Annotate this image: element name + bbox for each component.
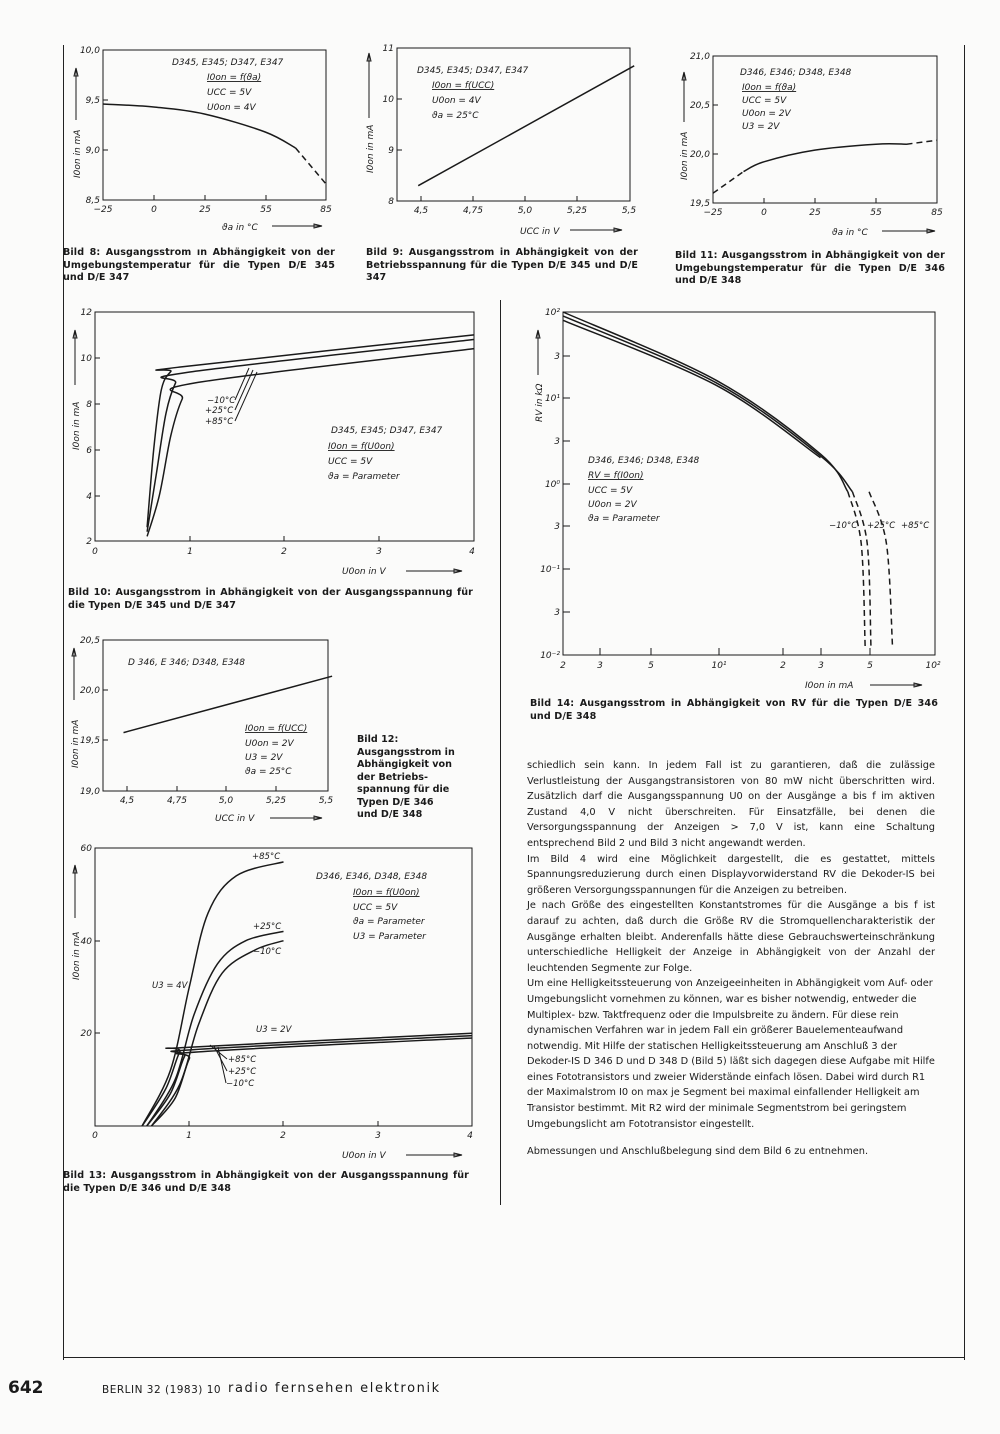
param-label: UCC = 5V xyxy=(588,486,633,496)
series-line xyxy=(142,1033,472,1126)
figure-bild9 xyxy=(360,38,645,238)
y-tick-label: 20,5 xyxy=(689,101,710,111)
paragraph: schiedlich sein kann. In jedem Fall ist zu garantieren, daß die zulässige Verlustleistung der Ausgangstransistoren von 80 mW nicht überschritten wird. Zusätzlich darf die Ausgangsspannung U0 on der Ausgänge a bis f im aktiven Zustand 4,0 V nicht überschreiten. Für Einsatzfälle, bei denen die Versorgungsspannung der Anzeigen > 7,0 V ist, kann eine Schaltung entsprechend Bild 2 und Bild 3 nicht angewandt werden. xyxy=(527,760,935,849)
x-tick-label: 5,5 xyxy=(621,206,637,216)
curve-label: +25°C xyxy=(867,521,896,531)
caption-bild12 xyxy=(357,734,477,822)
caption-bild14: Bild 14: Ausgangsstrom in Abhängigkeit von RV für die Typen D/E 346 und D/E 348 xyxy=(530,698,938,722)
x-tick-label: 2 xyxy=(280,1131,286,1141)
leader-line xyxy=(218,1047,226,1083)
y-tick-label: 11 xyxy=(382,44,394,54)
series-line xyxy=(744,144,907,172)
series-line xyxy=(147,1036,472,1126)
y-tick-label: 10² xyxy=(544,308,560,318)
x-tick-label: 2 xyxy=(281,547,287,557)
curve-label: +25°C xyxy=(253,922,282,932)
caption-bild9: Bild 9: Ausgangsstrom in Abhängigkeit von der Betriebsspannung für die Typen D/E 345 und D/E 347 xyxy=(366,247,638,283)
param-label: U0on = 4V xyxy=(432,96,481,106)
x-axis-label: ϑa in °C xyxy=(222,223,258,233)
x-axis-ticks xyxy=(127,786,276,791)
y-axis-label: I0on in mA xyxy=(72,931,82,980)
caption-line: Abhängigkeit von xyxy=(357,759,452,770)
curve-label: +85°C xyxy=(205,417,234,427)
y-axis-label: I0on in mA xyxy=(71,719,81,768)
y-tick-label: 10 xyxy=(382,95,394,105)
x-tick-label: 5,0 xyxy=(517,206,533,216)
x-tick-label: 3 xyxy=(818,661,824,671)
y-axis-label: I0on in mA xyxy=(366,124,376,173)
x-tick-label: 5,25 xyxy=(566,206,588,216)
x-tick-label: 3 xyxy=(597,661,603,671)
y-tick-label: 3 xyxy=(554,522,560,532)
param-label: ϑa = Parameter xyxy=(353,917,425,927)
x-tick-label: 4 xyxy=(467,1131,473,1141)
y-tick-label: 60 xyxy=(80,844,92,854)
y-axis-ticks xyxy=(103,50,108,200)
y-tick-label: 6 xyxy=(86,446,92,456)
u3-label: U3 = 2V xyxy=(256,1025,292,1035)
y-tick-label: 10⁻¹ xyxy=(540,565,560,575)
x-axis-ticks xyxy=(764,198,876,203)
param-label: U3 = 2V xyxy=(742,122,780,132)
series-line xyxy=(142,862,283,1126)
leader-line xyxy=(235,372,257,421)
series-line-dashed xyxy=(296,148,326,184)
y-tick-label: 9 xyxy=(388,146,394,156)
x-tick-label: 1 xyxy=(186,1131,192,1141)
y-tick-label: 9,5 xyxy=(85,96,100,106)
curve-label: +25°C xyxy=(205,406,234,416)
types-label: D346, E346, D348, E348 xyxy=(316,872,428,882)
series-line-dashed xyxy=(713,172,744,194)
formula-label: I0on = f(ϑa) xyxy=(207,73,262,83)
y-axis-ticks xyxy=(397,48,402,201)
param-label: ϑa = 25°C xyxy=(245,767,292,777)
caption-line: der Betriebs- xyxy=(357,771,428,783)
formula-label: I0on = f(ϑa) xyxy=(742,83,797,93)
x-tick-label: 5 xyxy=(648,661,654,671)
x-axis-label: U0on in V xyxy=(342,1151,386,1161)
y-tick-label: 19,5 xyxy=(79,736,100,746)
u3-label: U3 = 4V xyxy=(152,981,188,991)
y-tick-label: 40 xyxy=(80,937,92,947)
journal-name: radio fernsehen elektronik xyxy=(228,1381,441,1396)
x-axis-label: ϑa in °C xyxy=(832,228,868,238)
y-tick-label: 10 xyxy=(80,354,92,364)
x-tick-label: 4,75 xyxy=(462,206,484,216)
figure-bild10 xyxy=(60,300,480,585)
x-axis-ticks xyxy=(421,196,577,201)
param-label: U0on = 2V xyxy=(588,500,637,510)
figure-bild13 xyxy=(60,840,480,1165)
param-label: UCC = 5V xyxy=(742,96,787,106)
x-tick-label: 3 xyxy=(375,1131,381,1141)
param-label: U0on = 4V xyxy=(207,103,256,113)
x-axis-label: UCC in V xyxy=(520,227,560,237)
vertical-rule-right xyxy=(964,45,965,1360)
y-tick-label: 10,0 xyxy=(79,46,100,56)
types-label: D345, E345; D347, E347 xyxy=(172,58,284,68)
types-label: D345, E345; D347, E347 xyxy=(417,66,529,76)
x-tick-label: 5,0 xyxy=(218,796,234,806)
x-tick-label: 0 xyxy=(761,208,767,218)
x-axis-ticks xyxy=(189,1121,378,1126)
paragraph: Je nach Größe des eingestellten Konstantstromes für die Ausgänge a bis f ist darauf zu achten, daß durch die Größe RV die Stromquellencharakteristik der Ausgänge erhalten bleibt. Anderenfalls hätte diese Gebrauchswerteinschränkung unterschiedliche Helligkeit der Anzeige in Abhängigkeit von der Anzahl der leuchtenden Segmente zur Folge. xyxy=(527,900,935,974)
issue-info: BERLIN 32 (1983) 10 xyxy=(102,1384,222,1396)
y-tick-label: 21,0 xyxy=(689,52,710,62)
x-tick-label: 0 xyxy=(151,205,157,215)
figure-bild12 xyxy=(60,630,345,830)
footer-rule xyxy=(63,1357,965,1358)
x-tick-label: 4,5 xyxy=(119,796,135,806)
paragraph: Abmessungen und Anschlußbelegung sind dem Bild 6 zu entnehmen. xyxy=(527,1146,869,1158)
x-tick-label: −25 xyxy=(93,205,113,215)
param-label: U0on = 2V xyxy=(245,739,294,749)
curve-label: +85°C xyxy=(901,521,930,531)
y-axis-ticks xyxy=(95,358,100,496)
y-tick-label: 3 xyxy=(554,352,560,362)
caption-bild8: Bild 8: Ausgangsstrom ın Abhängigkeit von der Umgebungstemperatur für die Typen D/E 345 und D/E 347 xyxy=(63,247,335,283)
curve-label: −10°C xyxy=(829,521,858,531)
figure-bild11 xyxy=(670,40,960,240)
y-tick-label: 20,0 xyxy=(689,150,710,160)
curve-label: +85°C xyxy=(252,852,281,862)
x-tick-label: 25 xyxy=(199,205,211,215)
y-tick-label: 19,5 xyxy=(689,199,710,209)
param-label: U0on = 2V xyxy=(742,109,791,119)
x-axis-label: I0on in mA xyxy=(805,681,854,691)
x-tick-label: 55 xyxy=(870,208,882,218)
x-tick-label: 10¹ xyxy=(711,661,727,671)
x-axis-ticks xyxy=(103,195,266,200)
types-label: D346, E346; D348, E348 xyxy=(740,68,852,78)
x-tick-label: 55 xyxy=(260,205,272,215)
param-label: UCC = 5V xyxy=(353,903,398,913)
y-axis-label: RV in kΩ xyxy=(535,383,545,422)
figure-bild14 xyxy=(520,300,960,695)
curve-label: −10°C xyxy=(207,396,236,406)
y-axis-label: I0on in mA xyxy=(72,401,82,450)
y-tick-label: 3 xyxy=(554,437,560,447)
curves xyxy=(713,140,937,193)
figure-bild8 xyxy=(60,38,350,238)
param-label: UCC = 5V xyxy=(328,457,373,467)
caption-line: Bild 12: xyxy=(357,734,399,745)
param-label: ϑa = 25°C xyxy=(432,111,479,121)
formula-label: RV = f(I0on) xyxy=(588,471,644,481)
x-tick-label: 5,25 xyxy=(265,796,287,806)
y-tick-label: 2 xyxy=(86,537,92,547)
y-tick-label: 8,5 xyxy=(85,196,100,206)
caption-bild11: Bild 11: Ausgangsstrom in Abhängigkeit von der Umgebungstemperatur für die Typen D/E 346 und D/E 348 xyxy=(675,250,945,286)
paragraph: Um eine Helligkeitssteuerung von Anzeigeeinheiten in Abhängigkeit vom Auf- oder Umgebungslicht vornehmen zu können, war es bisher notwendig, entweder die Multiplex- bzw. Taktfrequenz oder die Impulsbreite zu ändern. Für diese rein dynamischen Verfahren war in jedem Fall ein größerer Bauelementeaufwand notwendig. Mit Hilfe der statischen Helligkeitssteuerung am Anschluß 3 der Dekoder-IS D 346 D und D 348 D (Bild 5) läßt sich dagegen diese Aufgabe mit Hilfe eines Fototransistors und zweier Widerstände einfach lösen. Dabei wird durch R1 der Maximalstrom I0 on max je Segment bei maximal einfallender Helligkeit am Transistor bestimmt. Mit R2 wird der minimale Segmentstrom bei geringstem Umgebungslicht am Fototransistor eingestellt. xyxy=(527,978,935,1130)
series-line xyxy=(152,1038,473,1126)
page-number: 642 xyxy=(8,1378,44,1398)
y-axis-ticks xyxy=(713,56,718,203)
series-line-dashed xyxy=(867,492,896,648)
x-axis-label: U0on in V xyxy=(342,567,386,577)
series-line xyxy=(563,320,821,457)
series-line xyxy=(147,349,474,537)
caption-line: spannung für die xyxy=(357,784,450,795)
caption-bild10: Bild 10: Ausgangsstrom in Abhängigkeit von der Ausgangsspannung für die Typen D/E 345 und D/E 347 xyxy=(68,587,473,611)
x-tick-label: 0 xyxy=(92,547,98,557)
curve-label: +85°C xyxy=(228,1055,257,1065)
x-tick-label: 1 xyxy=(187,547,193,557)
x-tick-label: 85 xyxy=(931,208,943,218)
param-label: UCC = 5V xyxy=(207,88,252,98)
curve-label: −10°C xyxy=(226,1079,255,1089)
caption-line: und D/E 348 xyxy=(357,809,423,820)
caption-bild13: Bild 13: Ausgangsstrom in Abhängigkeit von der Ausgangsspannung für die Typen D/E 346 und D/E 348 xyxy=(63,1170,469,1194)
caption-line: Ausgangsstrom in xyxy=(357,746,455,758)
formula-label: I0on = f(UCC) xyxy=(432,81,495,91)
series-line-dashed xyxy=(907,140,938,144)
y-axis-label: I0on in mA xyxy=(680,131,690,180)
y-tick-label: 10⁻² xyxy=(540,651,560,661)
x-tick-label: 4,75 xyxy=(166,796,188,806)
param-label: U3 = 2V xyxy=(245,753,283,763)
curves xyxy=(142,862,472,1126)
x-tick-label: 4 xyxy=(469,547,475,557)
y-tick-label: 10¹ xyxy=(544,394,560,404)
series-line-dashed xyxy=(848,492,865,648)
formula-label: I0on = f(U0on) xyxy=(328,442,395,452)
y-tick-label: 19,0 xyxy=(79,787,100,797)
curves xyxy=(103,104,326,184)
x-axis-ticks xyxy=(190,536,379,541)
param-label: U3 = Parameter xyxy=(353,932,426,942)
series-line xyxy=(103,104,296,148)
y-axis-ticks xyxy=(563,356,570,612)
paragraph: Im Bild 4 wird eine Möglichkeit dargestellt, die es gestattet, mittels Spannungsreduzierung durch einen Displayvorwiderstand RV die Dekoder-IS bei größeren Versorgungsspannungen für die Anzeigen zu betreiben. xyxy=(527,853,935,896)
x-tick-label: 3 xyxy=(376,547,382,557)
param-label: ϑa = Parameter xyxy=(588,514,660,524)
y-tick-label: 8 xyxy=(86,400,92,410)
column-separator xyxy=(500,300,501,1205)
curve-label: +25°C xyxy=(228,1067,257,1077)
x-tick-label: 5 xyxy=(867,661,873,671)
y-tick-label: 20,5 xyxy=(79,636,100,646)
formula-label: I0on = f(UCC) xyxy=(245,724,308,734)
x-axis-ticks xyxy=(600,648,870,655)
curve-label: −10°C xyxy=(253,947,282,957)
x-tick-label: 0 xyxy=(92,1131,98,1141)
x-tick-label: 5,5 xyxy=(318,796,334,806)
formula-label: I0on = f(U0on) xyxy=(353,888,420,898)
caption-line: Typen D/E 346 xyxy=(357,796,434,808)
x-tick-label: 2 xyxy=(780,661,786,671)
y-tick-label: 4 xyxy=(86,492,92,502)
x-axis-label: UCC in V xyxy=(215,814,255,824)
types-label: D345, E345; D347, E347 xyxy=(331,426,443,436)
plot-frame xyxy=(563,312,935,655)
y-tick-label: 10⁰ xyxy=(544,480,560,490)
y-tick-label: 3 xyxy=(554,608,560,618)
y-axis-ticks xyxy=(95,941,100,1033)
x-tick-label: 25 xyxy=(809,208,821,218)
y-tick-label: 20,0 xyxy=(79,686,100,696)
x-tick-label: 85 xyxy=(320,205,332,215)
x-tick-label: −25 xyxy=(703,208,723,218)
y-axis-ticks xyxy=(103,690,108,740)
x-tick-label: 4,5 xyxy=(413,206,429,216)
types-label: D 346, E 346; D348, E348 xyxy=(128,658,246,668)
x-tick-label: 2 xyxy=(560,661,566,671)
types-label: D346, E346; D348, E348 xyxy=(588,456,700,466)
y-tick-label: 8 xyxy=(388,197,394,207)
x-tick-label: 10² xyxy=(925,661,941,671)
y-axis-label: I0on in mA xyxy=(73,129,83,178)
y-tick-label: 20 xyxy=(80,1029,92,1039)
article-body xyxy=(527,758,935,1160)
y-tick-label: 12 xyxy=(80,308,92,318)
param-label: ϑa = Parameter xyxy=(328,472,400,482)
y-tick-label: 9,0 xyxy=(85,146,100,156)
